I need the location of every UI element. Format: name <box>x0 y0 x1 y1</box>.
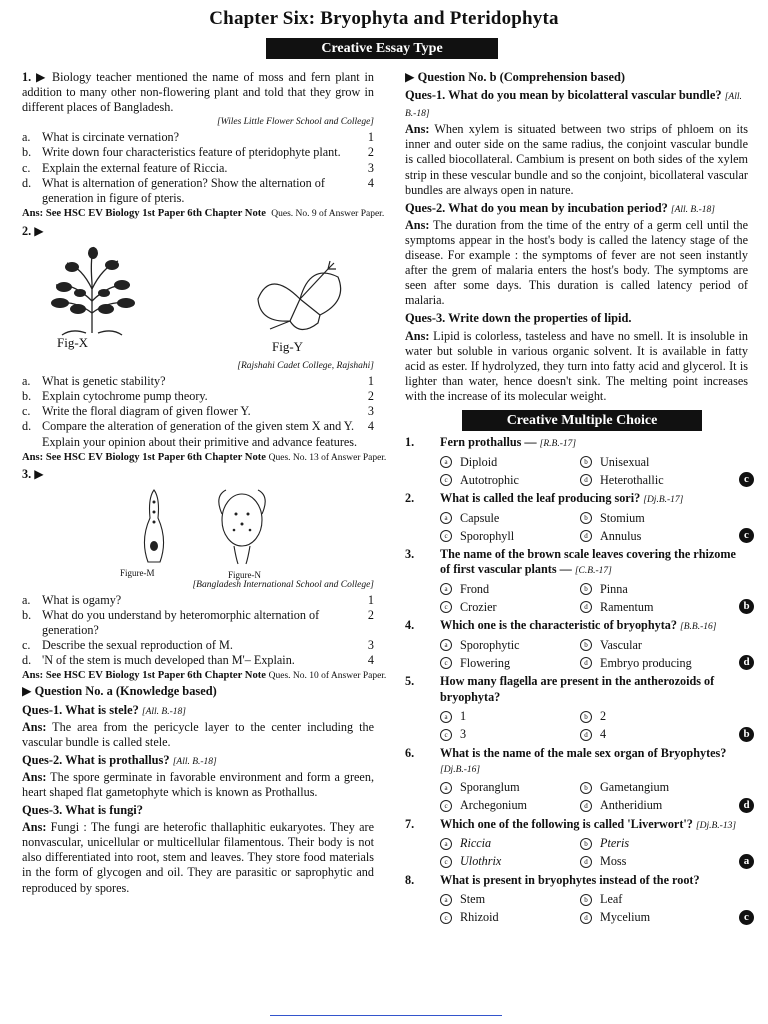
option-text: Capsule <box>460 510 500 525</box>
sub-question-text: Explain cytochrome pump theory. <box>42 389 208 404</box>
option-text: Embryo producing <box>600 655 692 670</box>
sub-question-letter: c. <box>22 160 31 175</box>
sub-question-letter: a. <box>22 374 31 389</box>
option-text: Vascular <box>600 637 642 652</box>
option-letter-icon: a <box>440 711 452 723</box>
mcq-options <box>440 636 748 672</box>
mcq-item <box>405 674 748 743</box>
sub-question <box>22 374 374 389</box>
mcq-option <box>440 797 580 815</box>
mcq-item <box>405 547 748 616</box>
answer-text: Lipid is colorless, tasteless and have no smell. It is insoluble in water but soluble in various organic solvent. It is available in fatty acid as ester. If hydrolyzed, they turn into fatty acid and glycerol. It is lighter than water, hence doesn't sink. The melting point increases with the increase of its molecular weight. <box>405 328 749 403</box>
question-stem: Biology teacher mentioned the name of moss and fern plant in addition to many other non-flowering plant and told that they grow in different places of Bangladesh. <box>22 70 375 115</box>
sub-question-letter: b. <box>22 389 32 404</box>
arrow-marker-icon: ▶ <box>36 70 48 84</box>
option-letter-icon: b <box>580 512 592 524</box>
short-question-text: Ques-1. What is stele? <box>22 702 139 717</box>
sub-question-letter: b. <box>22 145 32 160</box>
left-column <box>22 70 387 896</box>
figure-x-label: Fig-X <box>57 335 89 351</box>
answer-label: Ans: <box>22 769 47 784</box>
option-text: Pteris <box>600 836 630 851</box>
answer-text: Fungi : The fungi are heterofic thallaphitic eukaryotes. They are nonvascular, unicellular or multicellular filamentous. Their body is not also differentiated into root, stem and leaves. They store food materials in the form of glycogen and oil. They are parasitic or saprophytic and reproduced by spores. <box>22 820 374 895</box>
section-heading: Question No. b (Comprehension based) <box>417 70 625 84</box>
option-text: Sporanglum <box>460 780 520 795</box>
mcq-question <box>440 491 748 508</box>
option-text: Antheridium <box>600 798 663 813</box>
option-text: Diploid <box>460 454 498 469</box>
mcq-option <box>440 471 580 489</box>
question-source: [Wiles Little Flower School and College] <box>216 117 374 128</box>
mcq-number: 3. <box>405 547 415 562</box>
answer-reference: Ans: See HSC EV Biology 1st Paper 6th Chapter Note Ques. No. 13 of Answer Paper. <box>22 451 387 463</box>
mcq-number: 7. <box>405 816 415 831</box>
option-letter-icon: a <box>440 782 452 794</box>
short-question-text: Ques-2. What do you mean by incubation period? <box>405 200 668 215</box>
mcq-question-text: Which one is the characteristic of bryophyta? <box>440 618 677 633</box>
option-text: 3 <box>460 727 467 742</box>
option-text: Pinna <box>600 581 628 596</box>
option-letter-icon: c <box>440 856 452 868</box>
question-3 <box>22 466 387 685</box>
answer-reference: Ans: See HSC EV Biology 1st Paper 6th Chapter Note Ques. No. 10 of Answer Paper. <box>22 670 387 682</box>
sub-question-letter: a. <box>22 592 31 607</box>
sub-question <box>22 638 374 653</box>
mcq-option <box>440 853 580 871</box>
short-question <box>405 311 748 328</box>
sub-question-text: Write down four characteristics feature of pteridophyte plant. <box>42 145 341 160</box>
option-letter-icon: a <box>440 894 452 906</box>
mcq-option <box>580 598 740 616</box>
short-question-text: Ques-1. What do you mean by bicolatteral vascular bundle? <box>405 88 722 103</box>
option-letter-icon: d <box>580 856 592 868</box>
option-letter-icon: c <box>440 729 452 741</box>
option-text: Gametangium <box>600 780 670 795</box>
sub-question-letter: c. <box>22 638 31 653</box>
option-letter-icon: b <box>580 782 592 794</box>
antheridium-figure-icon <box>214 486 270 566</box>
footer-link-line <box>270 1015 502 1016</box>
option-text: Stem <box>460 892 486 907</box>
mcq-item <box>405 435 748 489</box>
short-answer <box>22 770 374 800</box>
mcq-option <box>440 598 580 616</box>
mcq-option <box>580 453 740 471</box>
mcq-question <box>440 547 748 579</box>
option-letter-icon: c <box>440 800 452 812</box>
sub-question-marks: 3 <box>367 638 374 653</box>
short-answer <box>22 820 374 895</box>
mcq-option <box>580 471 740 489</box>
question-number: 2. <box>22 223 32 238</box>
board-tag: [All. B.-18] <box>405 92 742 120</box>
option-text: Archegonium <box>460 798 528 813</box>
archegonium-figure-icon <box>134 488 174 564</box>
sub-question-marks: 3 <box>367 404 374 419</box>
question-number: 3. <box>22 466 32 481</box>
option-text: Ramentum <box>600 599 654 614</box>
option-text: Rhizoid <box>460 910 499 925</box>
short-question <box>22 753 374 770</box>
option-letter-icon: c <box>440 530 452 542</box>
option-text: Mycelium <box>600 910 651 925</box>
sub-question-letter: c. <box>22 404 31 419</box>
figure-y-label: Fig-Y <box>272 339 304 355</box>
option-letter-icon: a <box>440 639 452 651</box>
option-letter-icon: d <box>580 912 592 924</box>
mcq-option <box>580 853 740 871</box>
mcq-question-text: What is present in bryophytes instead of the root? <box>440 872 700 887</box>
option-letter-icon: a <box>440 512 452 524</box>
option-text: Stomium <box>600 510 645 525</box>
section-banner-creative-mcq: Creative Multiple Choice <box>462 410 702 431</box>
sub-question-letter: d. <box>22 175 32 190</box>
arrow-marker-icon: ▶ <box>22 684 32 699</box>
mcq-question-text: What is the name of the male sex organ of Bryophytes? <box>440 745 727 760</box>
board-tag: [Dj.B.-17] <box>643 495 684 506</box>
mcq-option <box>440 527 580 545</box>
short-question-text: Ques-2. What is prothallus? <box>22 752 170 767</box>
answer-label: Ans: <box>405 122 430 137</box>
sub-question <box>22 389 374 404</box>
option-letter-icon: c <box>440 474 452 486</box>
sub-question-text: Write the floral diagram of given flower Y. <box>42 404 251 419</box>
mcq-options <box>440 580 748 616</box>
mcq-option <box>580 909 740 927</box>
short-answer <box>405 329 748 404</box>
sub-question-marks: 4 <box>367 175 374 190</box>
answer-text: The spore germinate in favorable environment and form a green, heart shaped flat gametophyte which is known as Prothallus. <box>22 769 374 799</box>
sub-question <box>22 130 374 145</box>
mcq-options <box>440 891 748 927</box>
mcq-options <box>440 453 748 489</box>
option-letter-icon: b <box>580 838 592 850</box>
mcq-option <box>440 654 580 672</box>
mcq-option <box>440 779 580 797</box>
sub-question-text: Compare the alteration of generation of the given stem X and Y. Explain your opinion about their primitive and advance features. <box>42 419 358 449</box>
sub-question-text: What is circinate vernation? <box>42 130 180 145</box>
sub-question-text: What do you understand by heteromorphic alternation of generation? <box>42 607 320 638</box>
option-text: Unisexual <box>600 454 650 469</box>
mcq-question-text: Which one of the following is called 'Liverwort'? <box>440 816 693 831</box>
option-letter-icon: b <box>580 639 592 651</box>
mcq-option <box>580 797 740 815</box>
sub-question <box>22 176 374 206</box>
short-question <box>22 803 374 820</box>
mcq-item <box>405 491 748 545</box>
option-letter-icon: a <box>440 838 452 850</box>
option-letter-icon: b <box>580 711 592 723</box>
board-tag: [Dj.B.-13] <box>695 820 737 831</box>
answer-reference: Ans: See HSC EV Biology 1st Paper 6th Chapter Note Ques. No. 9 of Answer Paper. <box>22 207 385 219</box>
mcq-option <box>440 580 580 598</box>
question-2 <box>22 223 387 466</box>
answer-text: When xylem is situated between two strips of phloem on its inner and outer side on the same radius, the conjoint vascular bundle is called biocollateral. Cambium is present on both sides of the xylem strip in these vescular bundle and so the conjoint, bicollateral vascular bundles are always open in nature. <box>405 122 748 197</box>
arrow-marker-icon: ▶ <box>34 223 44 238</box>
mcq-option <box>580 891 740 909</box>
section-knowledge <box>22 684 374 895</box>
sub-question-marks: 1 <box>367 374 374 389</box>
mcq-option <box>440 636 580 654</box>
short-question <box>22 703 374 720</box>
option-text: Heterothallic <box>600 472 664 487</box>
option-letter-icon: c <box>440 601 452 613</box>
sub-question-letter: d. <box>22 653 32 668</box>
sub-question-text: What is alternation of generation? Show the alternation of generation in figure of pteris. <box>42 175 325 205</box>
sub-question-marks: 1 <box>367 130 374 145</box>
option-letter-icon: d <box>580 800 592 812</box>
correct-answer-badge-icon: c <box>739 910 754 925</box>
short-question-text: Ques-3. Write down the properties of lipid. <box>405 311 632 326</box>
sub-question-marks: 4 <box>367 653 374 668</box>
figure-n-label: Figure-N <box>228 569 261 580</box>
sub-question-letter: b. <box>22 607 32 622</box>
sub-question <box>22 404 374 419</box>
sub-question-text: Explain the external feature of Riccia. <box>42 160 228 175</box>
correct-answer-badge-icon: c <box>739 528 754 543</box>
section-banner-creative-essay: Creative Essay Type <box>266 38 498 59</box>
short-answer <box>22 720 374 750</box>
option-text: 2 <box>600 709 607 724</box>
mcq-number: 4. <box>405 618 415 633</box>
option-letter-icon: a <box>440 583 452 595</box>
answer-label: Ans: <box>22 820 47 835</box>
mcq-item <box>405 746 748 815</box>
option-letter-icon: d <box>580 729 592 741</box>
right-column <box>405 70 748 927</box>
correct-answer-badge-icon: d <box>739 655 754 670</box>
correct-answer-badge-icon: a <box>739 854 754 869</box>
answer-label: Ans: <box>405 328 430 343</box>
mcq-option <box>580 708 740 726</box>
option-letter-icon: b <box>580 894 592 906</box>
figure-m-label: Figure-M <box>120 567 155 578</box>
mcq-option <box>580 726 740 744</box>
board-tag: [B.B.-16] <box>680 622 717 633</box>
mcq-question-text: Fern prothallus — <box>440 434 537 449</box>
option-text: 4 <box>600 727 607 742</box>
mcq-item <box>405 618 748 672</box>
question-1 <box>22 70 385 222</box>
sub-question-marks: 3 <box>367 160 374 175</box>
mcq-question <box>440 435 748 452</box>
hibiscus-flower-icon <box>250 259 350 337</box>
board-tag: [R.B.-17] <box>539 438 577 449</box>
mcq-list <box>405 435 748 927</box>
option-letter-icon: d <box>580 474 592 486</box>
mcq-option <box>440 708 580 726</box>
short-answer <box>405 218 748 309</box>
mcq-number: 2. <box>405 491 415 506</box>
mcq-option <box>440 909 580 927</box>
option-letter-icon: a <box>440 456 452 468</box>
option-letter-icon: c <box>440 657 452 669</box>
figure-area-xy <box>22 239 374 359</box>
sub-question-marks: 2 <box>367 607 374 622</box>
mcq-option <box>440 726 580 744</box>
mcq-question-text: How many flagella are present in the antherozoids of bryophyta? <box>440 674 715 704</box>
answer-label: Ans: <box>405 217 430 232</box>
sub-question <box>22 419 374 449</box>
mcq-option <box>440 453 580 471</box>
correct-answer-badge-icon: c <box>739 472 754 487</box>
sub-question <box>22 145 374 160</box>
option-letter-icon: b <box>580 583 592 595</box>
mcq-number: 5. <box>405 674 415 689</box>
short-question <box>405 88 748 122</box>
question-number: 1. <box>22 70 32 84</box>
option-text: Autotrophic <box>460 472 519 487</box>
board-tag: [C.B.-17] <box>574 566 612 577</box>
board-tag: [All. B.-18] <box>670 204 715 215</box>
mcq-question <box>440 746 748 778</box>
mcq-option <box>580 580 740 598</box>
option-text: Crozier <box>460 599 497 614</box>
sub-question-text: Describe the sexual reproduction of M. <box>42 638 233 653</box>
question-source: [Bangladesh International School and College] <box>192 579 374 590</box>
short-answer <box>405 122 748 197</box>
correct-answer-badge-icon: d <box>739 798 754 813</box>
sub-question-text: What is ogamy? <box>42 592 122 607</box>
section-heading: Question No. a (Knowledge based) <box>34 684 217 699</box>
option-letter-icon: c <box>440 912 452 924</box>
sub-question-text: What is genetic stability? <box>42 374 166 389</box>
option-text: Annulus <box>600 528 642 543</box>
board-tag: [All. B.-18] <box>141 706 186 717</box>
sub-question-marks: 2 <box>367 389 374 404</box>
option-letter-icon: b <box>580 456 592 468</box>
option-text: Leaf <box>600 892 623 907</box>
mcq-question-text: What is called the leaf producing sori? <box>440 491 641 506</box>
mcq-option <box>580 527 740 545</box>
mcq-option <box>580 509 740 527</box>
mcq-option <box>440 891 580 909</box>
option-text: Riccia <box>460 836 492 851</box>
correct-answer-badge-icon: b <box>739 727 754 742</box>
correct-answer-badge-icon: b <box>739 599 754 614</box>
mcq-item <box>405 817 748 871</box>
mcq-option <box>440 509 580 527</box>
question-source: [Rajshahi Cadet College, Rajshahi] <box>237 361 374 372</box>
mcq-options <box>440 509 748 545</box>
sub-question-marks: 1 <box>367 592 374 607</box>
mcq-option <box>580 835 740 853</box>
mcq-number: 6. <box>405 745 415 760</box>
mcq-options <box>440 835 748 871</box>
board-tag: [All. B.-18] <box>172 756 217 767</box>
mcq-option <box>580 779 740 797</box>
option-letter-icon: d <box>580 530 592 542</box>
sub-question <box>22 653 374 668</box>
mcq-number: 1. <box>405 434 415 449</box>
figure-area-mn <box>22 482 374 578</box>
arrow-marker-icon: ▶ <box>405 70 415 84</box>
mcq-option <box>440 835 580 853</box>
option-text: Moss <box>600 854 627 869</box>
option-text: Sporophyll <box>460 528 515 543</box>
sub-question-marks: 4 <box>367 419 374 434</box>
mcq-options <box>440 779 748 815</box>
mcq-question-text: The name of the brown scale leaves covering the rhizome of first vascular plants — <box>440 547 736 577</box>
sub-question-letter: d. <box>22 419 32 434</box>
answer-text: The area from the pericycle layer to the center including the vascular bundle is called stele. <box>22 719 375 749</box>
option-text: Flowering <box>460 655 511 670</box>
option-text: Sporophytic <box>460 637 520 652</box>
sub-question-text: 'N of the stem is much developed than M'– Explain. <box>42 653 295 668</box>
sub-question-marks: 2 <box>367 145 374 160</box>
short-question <box>405 201 748 218</box>
mcq-item <box>405 873 748 927</box>
option-letter-icon: d <box>580 601 592 613</box>
mcq-number: 8. <box>405 872 415 887</box>
mcq-option <box>580 636 740 654</box>
answer-label: Ans: <box>22 719 47 734</box>
sub-question <box>22 593 374 608</box>
sub-question <box>22 608 374 638</box>
option-text: Ulothrix <box>460 854 502 869</box>
arrow-marker-icon: ▶ <box>34 466 44 481</box>
mcq-options <box>440 708 748 744</box>
answer-text: The duration from the time of the entry of a germ cell until the symptoms appear in the host's body is called the latency stage of the disease. For example : the symptoms of fever are not seen instantly after the grem of malaria enters the host's body. The symptoms are seen after some days. This duration is called latency period of malaria. <box>405 217 748 308</box>
section-comprehension <box>405 70 748 404</box>
mcq-question <box>440 674 748 706</box>
short-question-text: Ques-3. What is fungi? <box>22 803 143 818</box>
fern-plant-icon <box>42 243 142 337</box>
option-text: 1 <box>460 709 467 724</box>
sub-question-letter: a. <box>22 130 31 145</box>
mcq-question <box>440 817 748 834</box>
board-tag: [Dj.B.-16] <box>440 764 481 775</box>
mcq-question <box>440 618 748 635</box>
mcq-question <box>440 873 748 890</box>
option-letter-icon: d <box>580 657 592 669</box>
sub-question <box>22 161 374 176</box>
page-title: Chapter Six: Bryophyta and Pteridophyta <box>209 8 559 29</box>
option-text: Frond <box>460 581 490 596</box>
mcq-option <box>580 654 740 672</box>
